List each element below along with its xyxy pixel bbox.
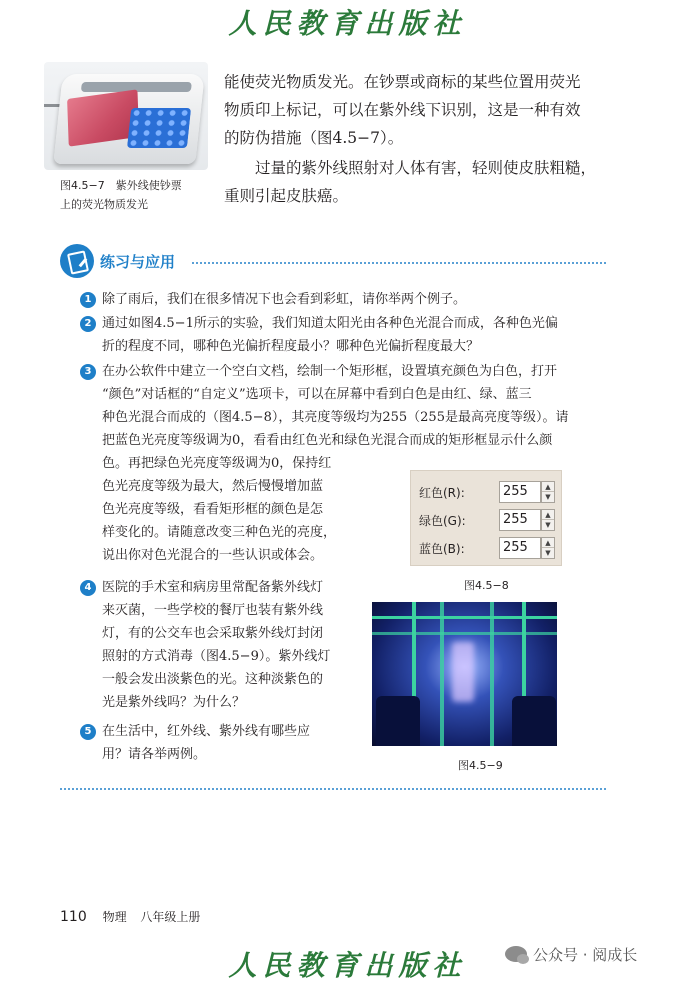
green-spinner[interactable] (541, 509, 555, 531)
question-4 (102, 576, 330, 714)
question-line: 在生活中，红外线、紫外线有哪些应 (102, 724, 311, 739)
figure-4-5-9-caption: 图4.5−9 (458, 759, 503, 772)
question-line: 医院的手术室和病房里常配备紫外线灯 (102, 580, 324, 595)
blue-value-input[interactable]: 255 (499, 537, 541, 559)
spin-up-icon[interactable]: ▲ (542, 538, 554, 548)
publisher-footer: 人民教育出版社 (228, 949, 467, 982)
question-line: 色。再把绿色光亮度等级调为0，保持红 (102, 456, 332, 471)
question-line: “颜色”对话框的“自定义”选项卡，可以在屏幕中看到白色是由红、绿、蓝三 (102, 387, 532, 402)
text-line: 能使荧光物质发光。在钞票或商标的某些位置用荧光 (224, 73, 581, 91)
bus-seat (512, 696, 556, 746)
section-end-divider (60, 788, 606, 790)
text-line: 重则引起皮肤癌。 (224, 187, 349, 205)
spin-down-icon[interactable]: ▼ (545, 521, 551, 529)
section-title: 练习与应用 (100, 253, 176, 271)
color-dialog-figure (410, 470, 562, 566)
text-span: 过量的紫外线照射对人体有害，轻则使皮肤粗糙， (255, 159, 597, 177)
red-spinner[interactable] (541, 481, 555, 503)
text-line: 物质印上标记，可以在紫外线下识别，这是一种有效 (224, 101, 581, 119)
spin-down-icon[interactable]: ▼ (545, 493, 551, 501)
question-1 (102, 288, 466, 311)
question-5 (102, 720, 310, 766)
question-line: 灯，有的公交车也会采取紫外线灯封闭 (102, 626, 324, 641)
question-line: 样变化的。请随意改变三种色光的亮度， (102, 525, 337, 540)
question-line: 来灭菌，一些学校的餐厅也装有紫外线 (102, 603, 324, 618)
blue-spinner[interactable] (541, 537, 555, 559)
watermark-text: 公众号 · 阅成长 (533, 946, 638, 964)
red-label: 红色(R): (419, 486, 465, 500)
question-2 (102, 312, 558, 358)
text-line (224, 154, 614, 182)
uv-detector-machine (53, 74, 204, 164)
publisher-header: 人民教育出版社 (228, 7, 467, 40)
figure-4-5-7-caption (60, 176, 210, 214)
figure-banknote-uv-detector (44, 62, 208, 170)
question-line: 光是紫外线吗？为什么？ (102, 695, 246, 710)
caption-line: 图4.5−7 紫外线使钞票 (60, 179, 182, 192)
question-line: 通过如图4.5−1所示的实验，我们知道太阳光由各种色光混合而成，各种色光偏 (102, 316, 558, 331)
question-number-1: 1 (80, 292, 96, 308)
text-line: 的防伪措施（图4.5−7）。 (224, 129, 404, 147)
question-line: 用？请各举两例。 (102, 747, 207, 762)
question-line: 在办公软件中建立一个空白文档，绘制一个矩形框，设置填充颜色为白色，打开 (102, 364, 558, 379)
handrail (372, 616, 557, 619)
question-line: 把蓝色光亮度等级调为0，看看由红色光和绿色光混合而成的矩形框显示什么颜 (102, 433, 553, 448)
uv-lamp-glow (452, 642, 474, 702)
exercise-section-header (60, 244, 610, 284)
handrail (372, 632, 557, 635)
caption-line: 上的荧光物质发光 (60, 198, 148, 211)
figure-4-5-8-caption: 图4.5−8 (464, 579, 509, 592)
green-label: 绿色(G): (419, 514, 466, 528)
page-footer (60, 908, 200, 925)
figure-uv-bus-photo (372, 602, 557, 746)
spin-down-icon[interactable]: ▼ (545, 549, 551, 557)
bus-seat (376, 696, 420, 746)
question-line: 色光亮度等级为最大，然后慢慢增加蓝 (102, 479, 324, 494)
question-line: 色光亮度等级，看看矩形框的颜色是怎 (102, 502, 324, 517)
keypad-panel (127, 108, 191, 148)
question-line: 照射的方式消毒（图4.5−9）。紫外线灯 (102, 649, 331, 664)
question-number-4: 4 (80, 580, 96, 596)
question-number-3: 3 (80, 364, 96, 380)
intro-paragraph-2 (224, 154, 614, 210)
section-divider (192, 262, 606, 264)
spin-up-icon[interactable]: ▲ (542, 510, 554, 520)
page-number: 110 (60, 909, 87, 925)
green-value-input[interactable]: 255 (499, 509, 541, 531)
subject: 物理 (102, 910, 127, 924)
red-value-input[interactable]: 255 (499, 481, 541, 503)
question-number-2: 2 (80, 316, 96, 332)
question-line: 一般会发出淡紫色的光。这种淡紫色的 (102, 672, 324, 687)
grade: 八年级上册 (140, 910, 201, 924)
question-line: 除了雨后，我们在很多情况下也会看到彩虹，请你举两个例子。 (102, 292, 467, 307)
bus-pole (490, 602, 494, 746)
bus-pole (440, 602, 444, 746)
intro-paragraph-1 (224, 68, 614, 152)
wechat-icon (505, 946, 527, 962)
blue-label: 蓝色(B): (419, 542, 465, 556)
exercise-clipboard-icon (60, 244, 94, 278)
spin-up-icon[interactable]: ▲ (542, 482, 554, 492)
question-line: 说出你对色光混合的一些认识或体会。 (102, 548, 324, 563)
question-number-5: 5 (80, 724, 96, 740)
question-line: 种色光混合而成的（图4.5−8），其亮度等级均为255（255是最高亮度等级）。请 (102, 410, 569, 425)
watermark (505, 944, 637, 968)
question-line: 折的程度不同，哪种色光偏折程度最小？哪种色光偏折程度最大？ (102, 339, 480, 354)
